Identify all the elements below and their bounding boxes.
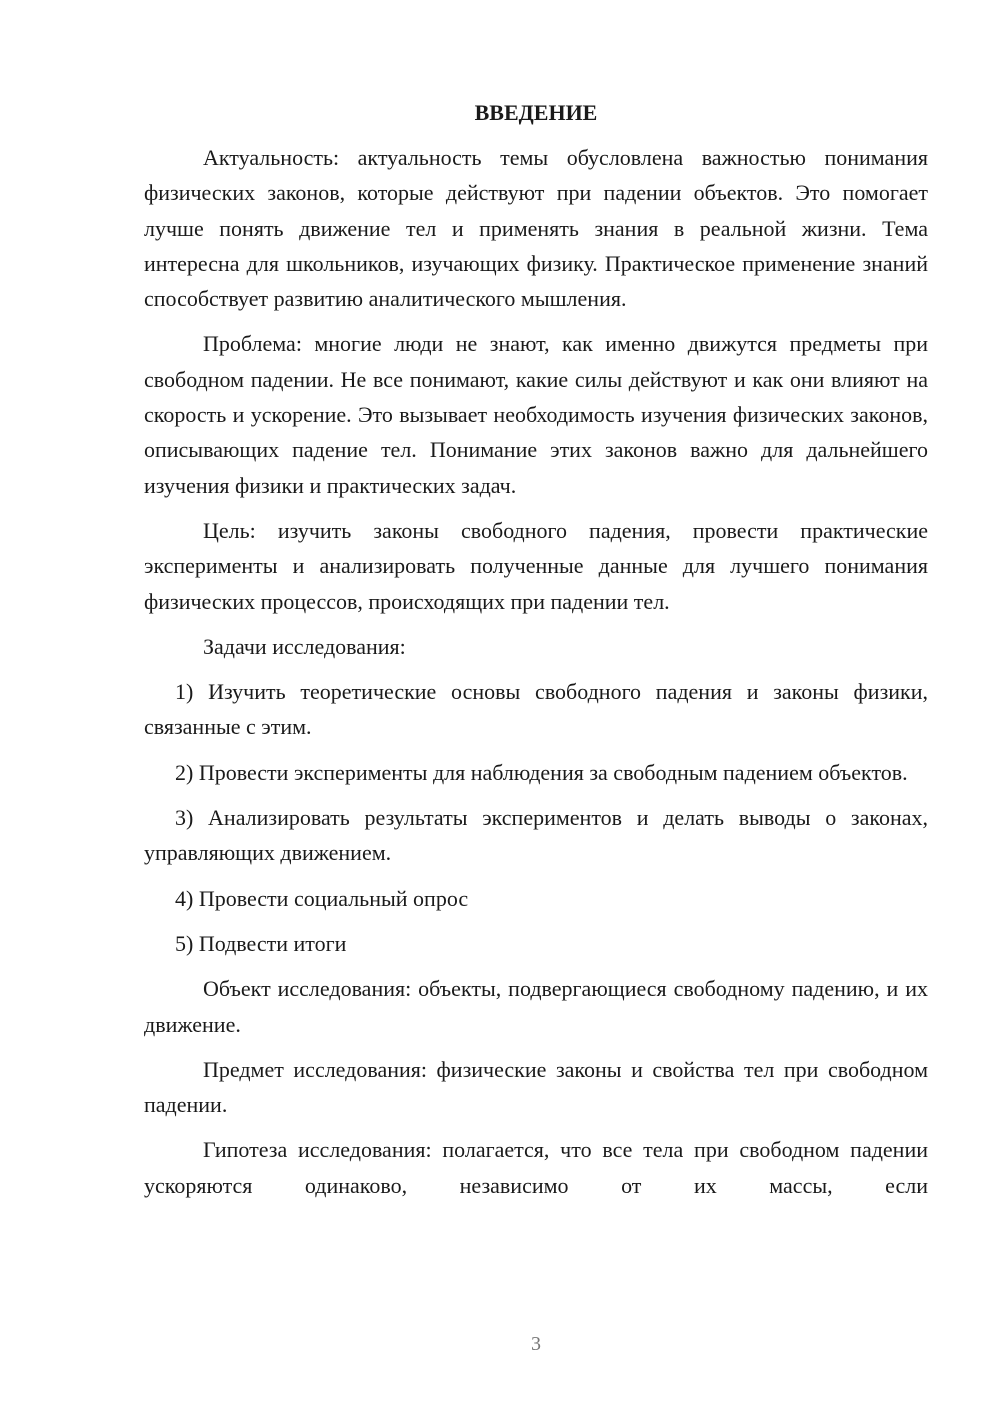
page-content — [144, 95, 928, 1213]
relevance-paragraph: Актуальность: актуальность темы обусловлена важностью понимания физических законов, которые действуют при падении объектов. Это помогает лучше понять движение тел и применять знания в реальной жизни. Тема интересна для школьников, изучающих физику. Практическое применение знаний способствует развитию аналитического мышления. — [144, 145, 928, 312]
task-item-3: 3) Анализировать результаты экспериментов и делать выводы о законах, управляющих движением. — [144, 805, 928, 866]
hypothesis-paragraph: Гипотеза исследования: полагается, что все тела при свободном падении ускоряются одинаково, независимо от их массы, если — [144, 1137, 928, 1198]
task-item-2: 2) Провести эксперименты для наблюдения за свободным падением объектов. — [175, 759, 908, 785]
subject-paragraph: Предмет исследования: физические законы и свойства тел при свободном падении. — [144, 1056, 928, 1118]
section-title: ВВЕДЕНИЕ — [474, 100, 598, 125]
page-number: 3 — [531, 1333, 541, 1355]
goal-paragraph: Цель: изучить законы свободного падения, провести практические эксперименты и анализировать полученные данные для лучшего понимания физических процессов, происходящих при падении тел. — [144, 517, 928, 614]
task-item-5: 5) Подвести итоги — [175, 930, 347, 956]
object-paragraph: Объект исследования: объекты, подвергающиеся свободному падению, и их движение. — [144, 976, 928, 1037]
task-item-1: 1) Изучить теоретические основы свободного падения и законы физики, связанные с этим. — [144, 679, 928, 740]
tasks-heading: Задачи исследования: — [203, 633, 406, 659]
problem-paragraph: Проблема: многие люди не знают, как именно движутся предметы при свободном падении. Не все понимают, какие силы действуют и как они влияют на скорость и ускорение. Это вызывает необходимость изучения физических законов, описывающих падение тел. Понимание этих законов важно для дальнейшего изучения физики и практических задач. — [144, 331, 928, 498]
task-item-4: 4) Провести социальный опрос — [175, 885, 469, 911]
